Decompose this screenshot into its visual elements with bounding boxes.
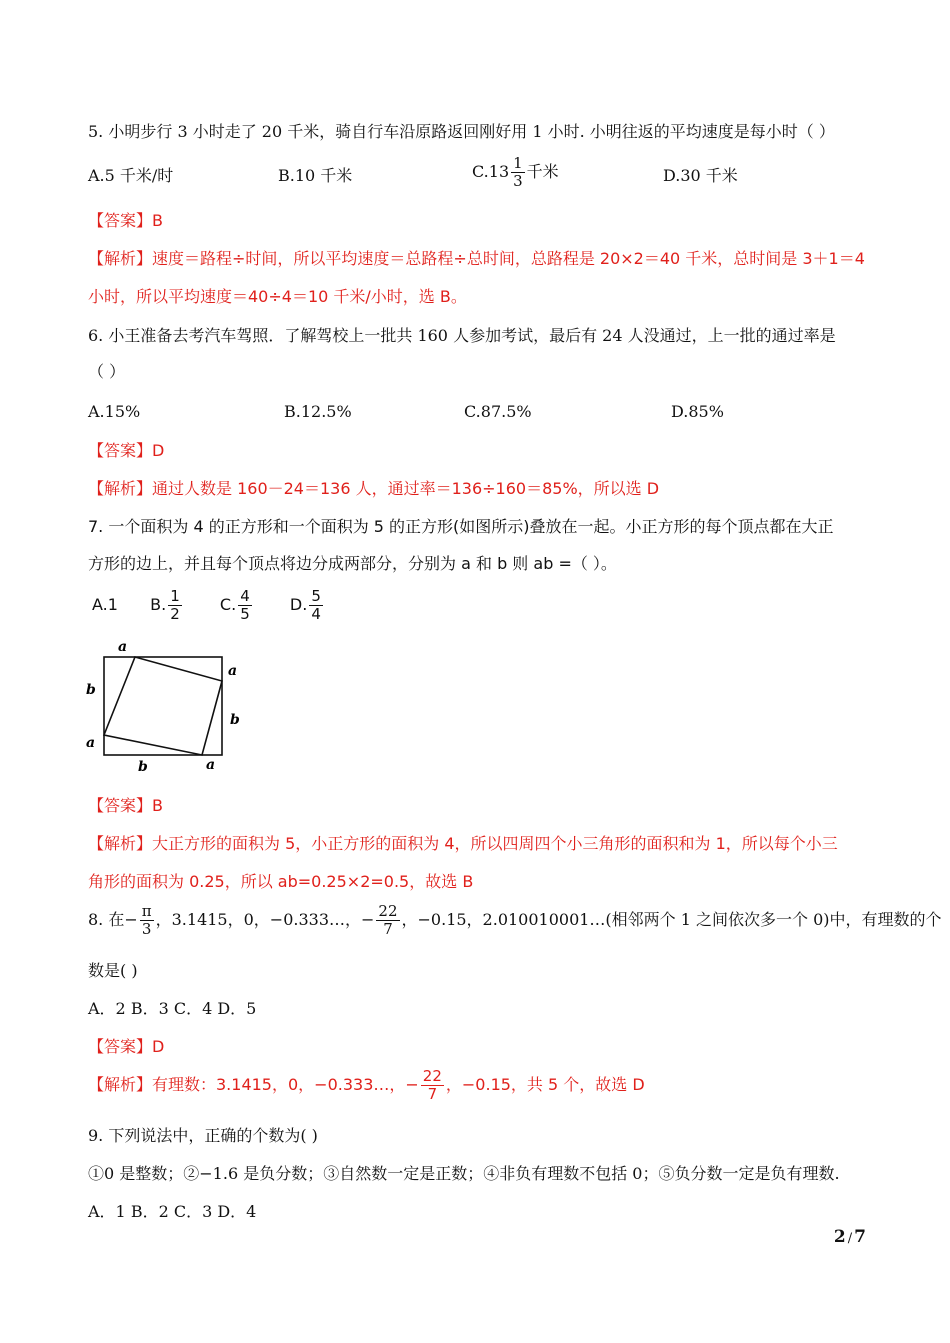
q8-stem-suffix: ，−0.15，2.010010001…(相邻两个 1 之间依次多一个 0)中，有理数的个 [401, 910, 942, 929]
q8-pi-fraction [140, 903, 154, 938]
q7-option-b-fraction [168, 588, 182, 623]
q7-option-a: A.1 [92, 595, 118, 614]
q6-option-b: B.12.5% [284, 402, 352, 421]
q7-option-c-fraction [238, 588, 252, 623]
q9-options: A．1 B．2 C．3 D．4 [88, 1202, 257, 1221]
q7-stem-line1: 7. 一个面积为 4 的正方形和一个面积为 5 的正方形(如图所示)叠放在一起。小正方形的每个顶点都在大正 [88, 517, 834, 536]
q5-option-c-prefix: C.13 [472, 162, 510, 181]
q6-stem-line2: （ ） [88, 362, 126, 381]
q8-analysis-prefix: 【解析】有理数：3.1415，0，−0.333…，− [88, 1075, 419, 1094]
q5-analysis-line1: 【解析】速度＝路程÷时间，所以平均速度＝总路程÷总时间，总路程是 20×2＝40 千米，总时间是 3＋1＝4 [88, 249, 865, 268]
q8-stem-middle: ，3.1415，0，−0.333…，− [155, 910, 375, 929]
q6-stem-line1: 6. 小王准备去考汽车驾照．了解驾校上一批共 160 人参加考试，最后有 24 人没通过，上一批的通过率是 [88, 326, 836, 345]
q9-stem-line1: 9. 下列说法中，正确的个数为( ) [88, 1126, 318, 1145]
label-a-right: a [228, 663, 238, 679]
fraction-numerator: 22 [378, 902, 398, 920]
q9-stem-line2: ①0 是整数；②−1.6 是负分数；③自然数一定是正数；④非负有理数不包括 0；⑤负分数一定是负有理数. [88, 1164, 840, 1183]
q8-analysis [88, 1068, 645, 1103]
fraction-denominator: 7 [427, 1085, 438, 1103]
q8-options: A．2 B．3 C．4 D．5 [88, 999, 257, 1018]
q5-answer: 【答案】B [88, 211, 163, 230]
q5-option-c-fraction [511, 155, 525, 190]
q8-22-7-fraction [376, 903, 399, 938]
q5-option-a: A.5 千米/时 [88, 166, 174, 185]
q7-analysis-line1: 【解析】大正方形的面积为 5，小正方形的面积为 4，所以四周四个小三角形的面积和为 1，所以每个小三 [88, 834, 838, 853]
q7-option-d-fraction [309, 588, 323, 623]
q7-options [92, 588, 325, 623]
q8-stem-prefix: 8. 在− [88, 910, 138, 929]
page-number [834, 1227, 866, 1247]
label-a-bottom: a [206, 757, 216, 773]
fraction-numerator: π [141, 902, 152, 920]
label-b-right: b [230, 712, 240, 728]
squares-figure [80, 637, 250, 777]
label-b-bottom: b [138, 759, 148, 775]
fraction-numerator: 5 [311, 587, 321, 605]
q7-option-c: C. $\frac{4}{5}$ [219, 587, 250, 623]
page-total: 7 [854, 1227, 866, 1247]
q5-option-d: D.30 千米 [663, 166, 738, 185]
label-a-top: a [118, 639, 128, 655]
q6-option-d: D.85% [671, 402, 724, 421]
page-current: 2 [833, 1227, 846, 1247]
fraction-denominator: 5 [240, 605, 250, 623]
q5-option-b: B.10 千米 [278, 166, 353, 185]
q6-answer: 【答案】D [88, 441, 165, 460]
q7-option-b: B. $\frac{1}{2}$ [150, 587, 180, 623]
label-a-left: a [86, 735, 96, 751]
large-square [104, 657, 222, 755]
q8-stem-line1 [88, 903, 942, 938]
small-square [104, 657, 222, 755]
q5-analysis-line2: 小时，所以平均速度＝40÷4＝10 千米/小时，选 B。 [88, 287, 467, 306]
fraction-denominator: 2 [170, 605, 180, 623]
q8-analysis-suffix: ，−0.15，共 5 个，故选 D [445, 1075, 645, 1094]
q7-option-d: D. $\frac{5}{4}$ [289, 587, 321, 623]
fraction-denominator: 3 [141, 920, 152, 938]
q5-option-c [472, 155, 559, 190]
fraction-denominator: 7 [383, 920, 393, 938]
fraction-numerator: 22 [422, 1067, 442, 1085]
q6-option-c: C.87.5% [464, 402, 532, 421]
q6-analysis: 【解析】通过人数是 160－24＝136 人，通过率＝136÷160＝85%，所以选 D [88, 479, 660, 498]
q7-stem-line2: 方形的边上，并且每个顶点将边分成两部分，分别为 a 和 b 则 ab =（ ）。 [88, 554, 617, 573]
fraction-denominator: 4 [311, 605, 321, 623]
q8-analysis-fraction [421, 1068, 444, 1103]
q8-answer: 【答案】D [88, 1037, 165, 1056]
fraction-denominator: 3 [513, 172, 523, 190]
q8-stem-line2: 数是( ) [88, 961, 138, 980]
fraction-numerator: 1 [170, 587, 180, 605]
q7-analysis-line2: 角形的面积为 0.25，所以 ab=0.25×2=0.5，故选 B [88, 872, 474, 891]
q6-option-a: A.15% [88, 402, 141, 421]
label-b-left: b [86, 682, 96, 698]
q7-answer: 【答案】B [88, 796, 163, 815]
page-separator: / [847, 1231, 853, 1246]
q5-option-c-suffix: 千米 [526, 162, 559, 181]
fraction-numerator: 1 [513, 154, 523, 172]
fraction-numerator: 4 [240, 587, 250, 605]
q5-stem: 5. 小明步行 3 小时走了 20 千米，骑自行车沿原路返回刚好用 1 小时. 小明往返的平均速度是每小时（ ） [88, 122, 835, 141]
